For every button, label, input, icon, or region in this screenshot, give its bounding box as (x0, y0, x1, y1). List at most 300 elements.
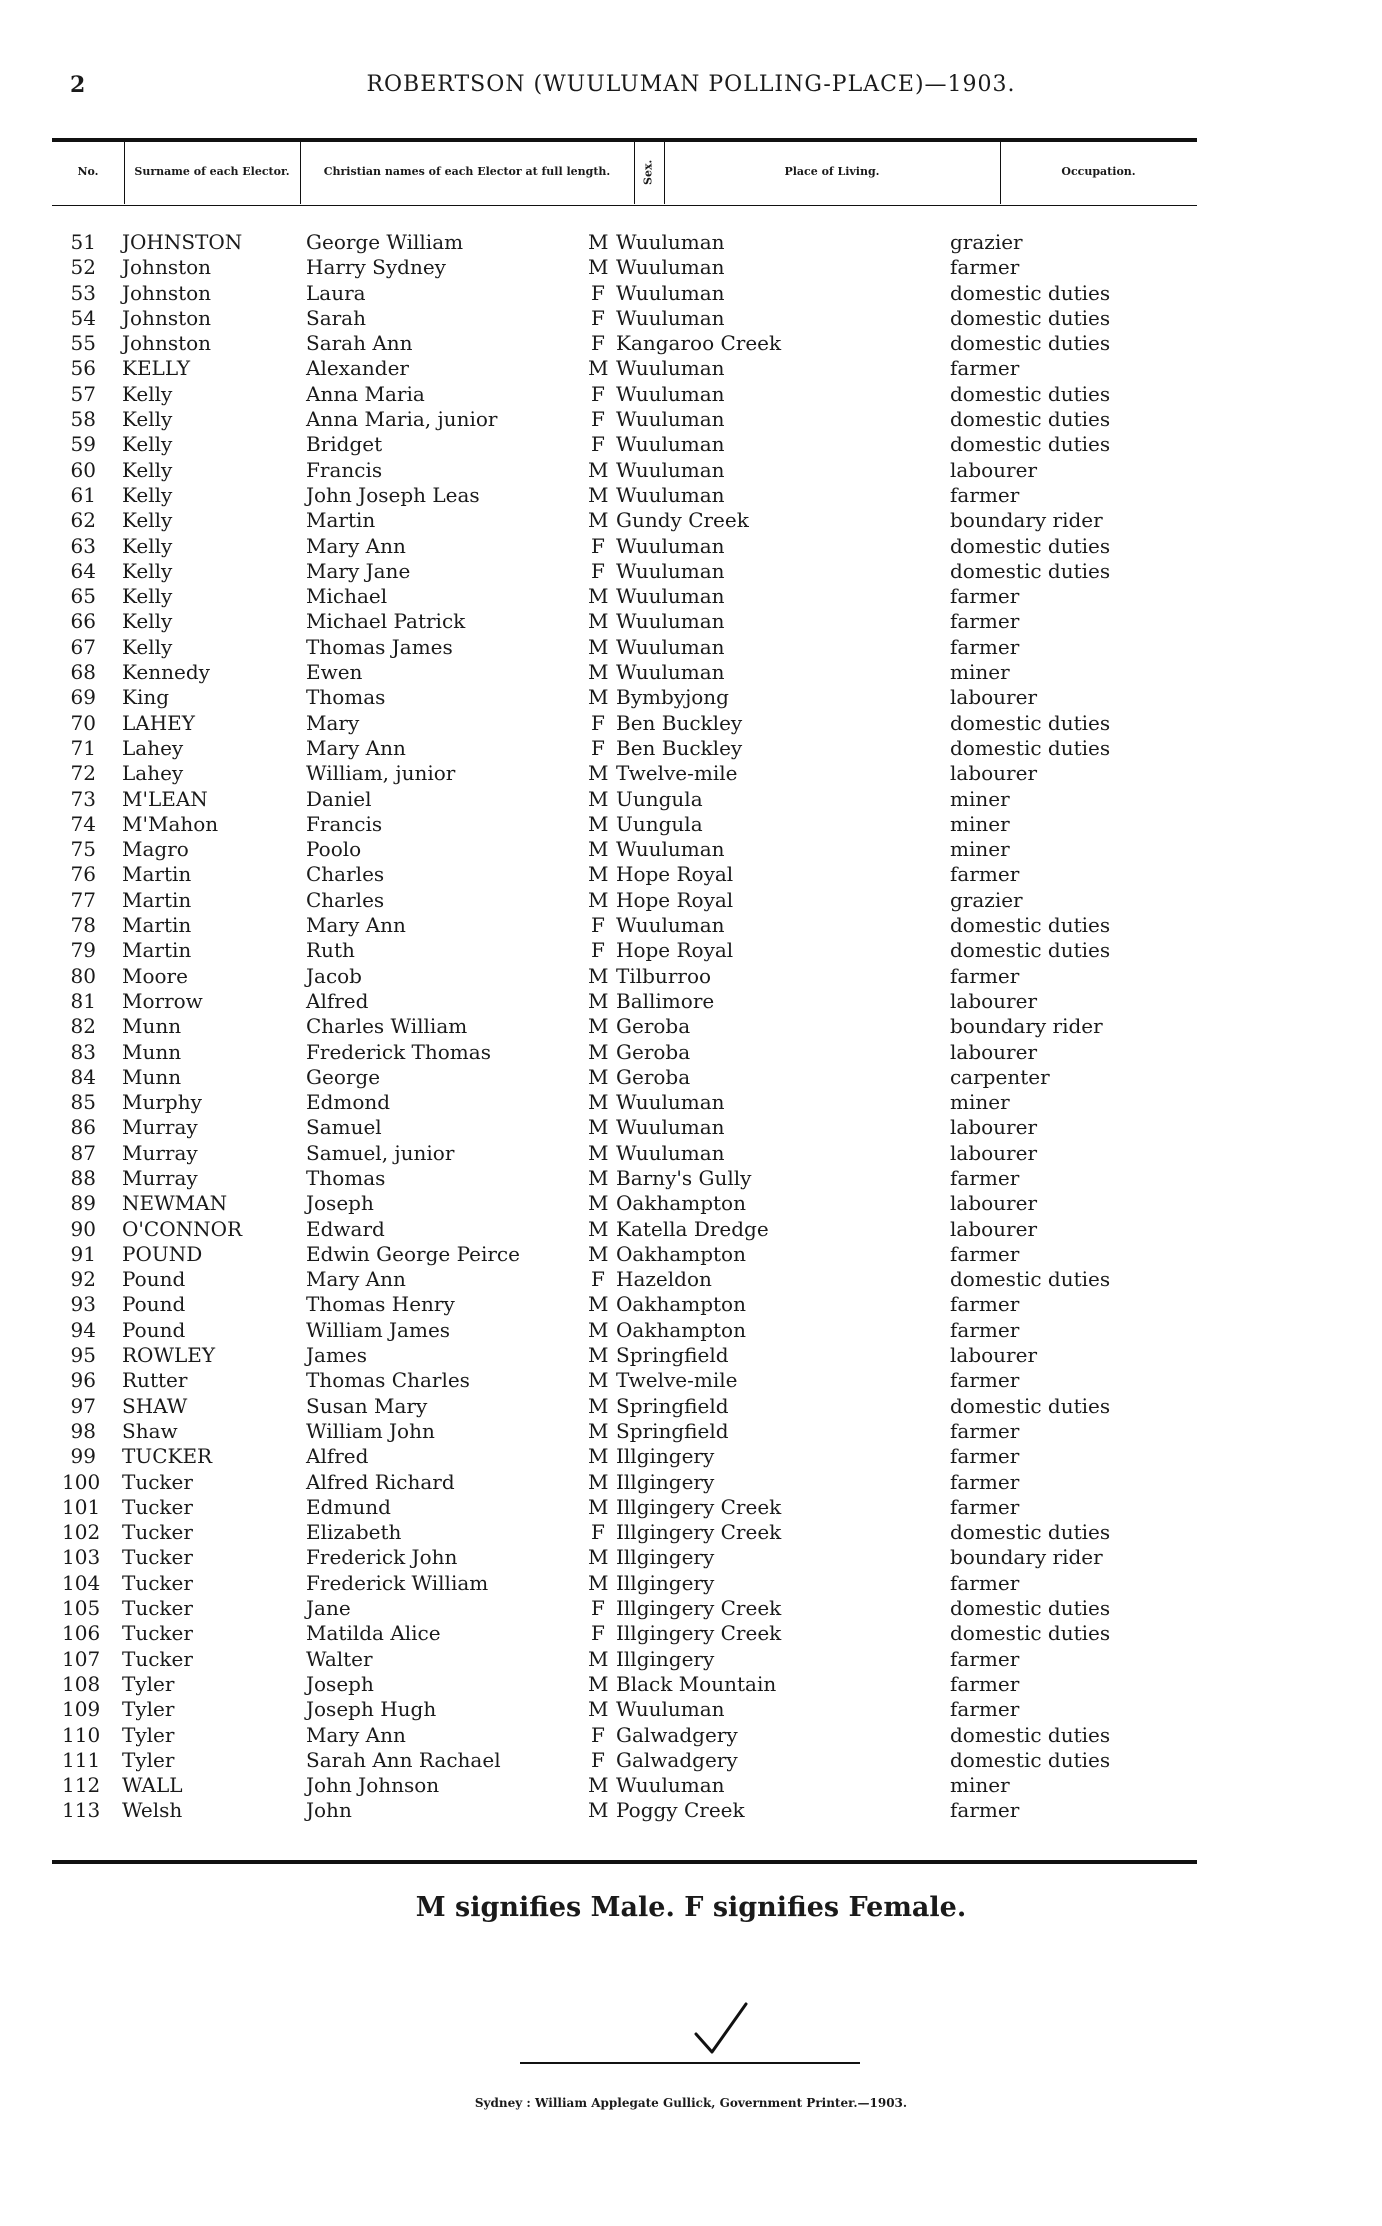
check-mark-icon (690, 2000, 750, 2060)
row-sex: M (588, 1671, 609, 1696)
row-occupation: farmer (950, 1494, 1020, 1519)
row-sex: M (588, 634, 609, 659)
row-number: 76 (70, 862, 96, 887)
row-christian-names: Francis (306, 811, 383, 836)
row-sex: M (588, 457, 609, 482)
row-number: 78 (70, 913, 96, 938)
table-row (0, 356, 1382, 381)
row-sex: M (588, 1140, 609, 1165)
row-surname: Tucker (122, 1646, 193, 1671)
row-place-of-living: Galwadgery (616, 1722, 738, 1747)
header-sex: Sex. (641, 159, 655, 185)
row-christian-names: Mary Jane (306, 558, 411, 583)
row-surname: Tucker (122, 1469, 193, 1494)
row-surname: Rutter (122, 1368, 188, 1393)
row-number: 71 (70, 735, 96, 760)
row-christian-names: Walter (306, 1646, 373, 1671)
row-surname: Shaw (122, 1418, 178, 1443)
row-occupation: domestic duties (950, 1722, 1111, 1747)
row-surname: TUCKER (122, 1444, 213, 1469)
row-number: 96 (70, 1368, 96, 1393)
row-place-of-living: Illgingery (616, 1469, 715, 1494)
row-place-of-living: Springfield (616, 1418, 729, 1443)
row-occupation: farmer (950, 1444, 1020, 1469)
row-christian-names: Jane (306, 1596, 351, 1621)
row-occupation: miner (950, 1090, 1010, 1115)
header-bottom-rule (52, 205, 1197, 206)
row-sex: F (591, 735, 605, 760)
row-surname: Johnston (122, 305, 212, 330)
row-occupation: domestic duties (950, 407, 1111, 432)
row-occupation: miner (950, 1773, 1010, 1798)
table-row (0, 635, 1382, 660)
row-surname: Murray (122, 1140, 198, 1165)
table-row (0, 584, 1382, 609)
row-sex: M (588, 609, 609, 634)
table-row (0, 1065, 1382, 1090)
row-number: 92 (70, 1267, 96, 1292)
row-surname: Johnston (122, 255, 212, 280)
row-sex: M (588, 963, 609, 988)
row-place-of-living: Kangaroo Creek (616, 331, 782, 356)
row-place-of-living: Wuuluman (616, 432, 725, 457)
table-row (0, 483, 1382, 508)
row-sex: F (591, 1747, 605, 1772)
row-place-of-living: Oakhampton (616, 1241, 746, 1266)
row-sex: F (591, 710, 605, 735)
row-christian-names: James (306, 1343, 368, 1368)
row-sex: M (588, 1064, 609, 1089)
row-christian-names: Thomas Henry (306, 1292, 455, 1317)
row-number: 88 (70, 1165, 96, 1190)
row-surname: Murray (122, 1165, 198, 1190)
row-number: 108 (62, 1671, 101, 1696)
table-row (0, 1621, 1382, 1646)
table-row (0, 1242, 1382, 1267)
row-christian-names: Edwin George Peirce (306, 1241, 520, 1266)
row-sex: M (588, 660, 609, 685)
table-row (0, 1419, 1382, 1444)
row-surname: Munn (122, 1039, 182, 1064)
row-christian-names: Frederick Thomas (306, 1039, 491, 1064)
row-place-of-living: Hope Royal (616, 887, 734, 912)
table-row (0, 306, 1382, 331)
row-surname: Tucker (122, 1570, 193, 1595)
row-number: 99 (70, 1444, 96, 1469)
row-place-of-living: Gundy Creek (616, 508, 749, 533)
row-place-of-living: Illgingery Creek (616, 1494, 782, 1519)
row-christian-names: Frederick John (306, 1545, 458, 1570)
row-place-of-living: Black Mountain (616, 1671, 777, 1696)
table-row (0, 1545, 1382, 1570)
row-sex: M (588, 356, 609, 381)
table-header (52, 140, 1197, 204)
row-surname: Martin (122, 887, 192, 912)
table-row (0, 837, 1382, 862)
header-occupation: Occupation. (1061, 164, 1136, 178)
row-place-of-living: Hope Royal (616, 938, 734, 963)
row-sex: M (588, 1646, 609, 1671)
table-row (0, 1470, 1382, 1495)
row-christian-names: Charles (306, 887, 385, 912)
row-christian-names: Susan Mary (306, 1393, 428, 1418)
row-place-of-living: Galwadgery (616, 1747, 738, 1772)
table-row (0, 1495, 1382, 1520)
row-place-of-living: Oakhampton (616, 1317, 746, 1342)
row-surname: Martin (122, 913, 192, 938)
row-christian-names: Samuel, junior (306, 1140, 455, 1165)
row-surname: KELLY (122, 356, 191, 381)
row-number: 56 (70, 356, 96, 381)
row-occupation: boundary rider (950, 1014, 1103, 1039)
row-number: 93 (70, 1292, 96, 1317)
row-number: 105 (62, 1596, 101, 1621)
row-surname: Lahey (122, 761, 184, 786)
row-surname: Kelly (122, 558, 173, 583)
row-christian-names: Michael (306, 584, 388, 609)
table-row (0, 230, 1382, 255)
row-christian-names: Mary (306, 710, 360, 735)
table-row (0, 1318, 1382, 1343)
row-place-of-living: Ben Buckley (616, 710, 743, 735)
row-place-of-living: Uungula (616, 786, 703, 811)
row-number: 62 (70, 508, 96, 533)
row-sex: F (591, 305, 605, 330)
row-occupation: farmer (950, 634, 1020, 659)
row-surname: Tucker (122, 1545, 193, 1570)
table-row (0, 382, 1382, 407)
row-number: 54 (70, 305, 96, 330)
table-row (0, 1748, 1382, 1773)
row-surname: Kelly (122, 482, 173, 507)
row-surname: Tyler (122, 1671, 175, 1696)
row-number: 100 (62, 1469, 101, 1494)
row-place-of-living: Illgingery (616, 1444, 715, 1469)
row-place-of-living: Hazeldon (616, 1267, 712, 1292)
table-row (0, 281, 1382, 306)
row-occupation: domestic duties (950, 1621, 1111, 1646)
row-christian-names: Martin (306, 508, 376, 533)
table-row (0, 913, 1382, 938)
row-surname: Murray (122, 1115, 198, 1140)
row-occupation: grazier (950, 887, 1023, 912)
row-christian-names: George William (306, 230, 464, 254)
row-christian-names: Michael Patrick (306, 609, 466, 634)
row-christian-names: Thomas (306, 685, 386, 710)
row-number: 101 (62, 1494, 101, 1519)
elector-list (0, 230, 1382, 1824)
row-place-of-living: Wuuluman (616, 558, 725, 583)
row-place-of-living: Wuuluman (616, 230, 725, 254)
row-christian-names: Anna Maria, junior (306, 407, 498, 432)
row-number: 77 (70, 887, 96, 912)
row-occupation: labourer (950, 457, 1038, 482)
row-christian-names: Ewen (306, 660, 363, 685)
table-row (0, 938, 1382, 963)
row-occupation: farmer (950, 609, 1020, 634)
row-christian-names: Edward (306, 1216, 385, 1241)
row-sex: M (588, 685, 609, 710)
row-number: 81 (70, 988, 96, 1013)
row-surname: Kelly (122, 407, 173, 432)
row-christian-names: George (306, 1064, 381, 1089)
row-occupation: farmer (950, 1697, 1020, 1722)
row-place-of-living: Wuuluman (616, 609, 725, 634)
row-place-of-living: Poggy Creek (616, 1798, 745, 1823)
table-row (0, 812, 1382, 837)
table-row (0, 1394, 1382, 1419)
table-row (0, 1672, 1382, 1697)
row-number: 90 (70, 1216, 96, 1241)
row-sex: F (591, 558, 605, 583)
row-number: 59 (70, 432, 96, 457)
table-row (0, 1292, 1382, 1317)
row-christian-names: Mary Ann (306, 533, 406, 558)
header-place: Place of Living. (664, 140, 1001, 204)
row-sex: F (591, 407, 605, 432)
row-number: 113 (62, 1798, 101, 1823)
row-sex: M (588, 1216, 609, 1241)
row-number: 65 (70, 584, 96, 609)
row-place-of-living: Illgingery (616, 1570, 715, 1595)
table-row (0, 862, 1382, 887)
row-place-of-living: Wuuluman (616, 1773, 725, 1798)
row-place-of-living: Wuuluman (616, 533, 725, 558)
table-row (0, 888, 1382, 913)
row-christian-names: Mary Ann (306, 1722, 406, 1747)
row-christian-names: Edmond (306, 1090, 391, 1115)
row-occupation: domestic duties (950, 1267, 1111, 1292)
row-surname: Tucker (122, 1520, 193, 1545)
row-number: 98 (70, 1418, 96, 1443)
row-number: 73 (70, 786, 96, 811)
row-occupation: domestic duties (950, 331, 1111, 356)
row-occupation: labourer (950, 1343, 1038, 1368)
row-christian-names: Jacob (306, 963, 362, 988)
table-row (0, 1368, 1382, 1393)
table-row (0, 1191, 1382, 1216)
row-number: 75 (70, 837, 96, 862)
row-sex: M (588, 837, 609, 862)
table-row (0, 508, 1382, 533)
row-christian-names: William, junior (306, 761, 456, 786)
row-surname: POUND (122, 1241, 203, 1266)
row-christian-names: Laura (306, 280, 366, 305)
row-occupation: farmer (950, 1241, 1020, 1266)
row-surname: Tucker (122, 1494, 193, 1519)
table-row (0, 1444, 1382, 1469)
table-row (0, 787, 1382, 812)
row-sex: M (588, 1241, 609, 1266)
row-surname: Martin (122, 938, 192, 963)
row-surname: Kelly (122, 381, 173, 406)
row-occupation: domestic duties (950, 280, 1111, 305)
row-place-of-living: Wuuluman (616, 1115, 725, 1140)
row-occupation: farmer (950, 862, 1020, 887)
row-sex: M (588, 508, 609, 533)
row-sex: F (591, 938, 605, 963)
table-row (0, 1773, 1382, 1798)
row-surname: M'Mahon (122, 811, 219, 836)
row-place-of-living: Wuuluman (616, 407, 725, 432)
row-surname: Kelly (122, 634, 173, 659)
row-occupation: boundary rider (950, 508, 1103, 533)
row-number: 61 (70, 482, 96, 507)
header-surname: Surname of each Elector. (124, 140, 301, 204)
row-place-of-living: Oakhampton (616, 1292, 746, 1317)
row-place-of-living: Wuuluman (616, 381, 725, 406)
row-place-of-living: Illgingery Creek (616, 1520, 782, 1545)
row-surname: Pound (122, 1292, 186, 1317)
row-sex: F (591, 1520, 605, 1545)
row-surname: Kennedy (122, 660, 210, 685)
row-place-of-living: Geroba (616, 1014, 691, 1039)
row-sex: F (591, 381, 605, 406)
row-number: 57 (70, 381, 96, 406)
table-row (0, 1115, 1382, 1140)
row-number: 112 (62, 1773, 101, 1798)
row-christian-names: Charles (306, 862, 385, 887)
row-occupation: miner (950, 660, 1010, 685)
row-number: 85 (70, 1090, 96, 1115)
row-sex: F (591, 533, 605, 558)
row-surname: Pound (122, 1317, 186, 1342)
row-occupation: domestic duties (950, 1520, 1111, 1545)
row-number: 102 (62, 1520, 101, 1545)
row-occupation: domestic duties (950, 913, 1111, 938)
table-row (0, 1166, 1382, 1191)
row-christian-names: Frederick William (306, 1570, 489, 1595)
row-christian-names: Sarah Ann (306, 331, 413, 356)
row-surname: King (122, 685, 170, 710)
row-occupation: farmer (950, 1570, 1020, 1595)
row-christian-names: Alexander (306, 356, 409, 381)
page-title: ROBERTSON (WUULUMAN POLLING-PLACE)—1903. (366, 72, 1016, 97)
row-occupation: domestic duties (950, 381, 1111, 406)
row-occupation: farmer (950, 482, 1020, 507)
table-row (0, 1217, 1382, 1242)
row-occupation: domestic duties (950, 533, 1111, 558)
row-occupation: labourer (950, 1140, 1038, 1165)
table-row (0, 609, 1382, 634)
row-christian-names: Francis (306, 457, 383, 482)
row-surname: Kelly (122, 533, 173, 558)
row-occupation: labourer (950, 1191, 1038, 1216)
row-sex: M (588, 862, 609, 887)
row-place-of-living: Katella Dredge (616, 1216, 769, 1241)
header-sex-cell (634, 140, 665, 204)
sex-footnote: M signifies Male. F signifies Female. (415, 1892, 967, 1923)
row-place-of-living: Wuuluman (616, 305, 725, 330)
row-place-of-living: Wuuluman (616, 356, 725, 381)
row-number: 69 (70, 685, 96, 710)
row-occupation: labourer (950, 1216, 1038, 1241)
row-surname: M'LEAN (122, 786, 208, 811)
printer-imprint: Sydney : William Applegate Gullick, Government Printer.—1903. (474, 2096, 908, 2110)
row-sex: M (588, 1469, 609, 1494)
row-place-of-living: Wuuluman (616, 280, 725, 305)
row-surname: LAHEY (122, 710, 195, 735)
row-christian-names: Sarah Ann Rachael (306, 1747, 501, 1772)
row-sex: F (591, 1596, 605, 1621)
row-christian-names: Matilda Alice (306, 1621, 441, 1646)
table-row (0, 432, 1382, 457)
row-surname: Kelly (122, 508, 173, 533)
row-place-of-living: Wuuluman (616, 255, 725, 280)
row-number: 110 (62, 1722, 101, 1747)
row-number: 58 (70, 407, 96, 432)
row-place-of-living: Wuuluman (616, 837, 725, 862)
table-row (0, 1141, 1382, 1166)
row-occupation: domestic duties (950, 305, 1111, 330)
row-surname: Morrow (122, 988, 203, 1013)
table-row (0, 407, 1382, 432)
row-place-of-living: Illgingery Creek (616, 1596, 782, 1621)
table-row (0, 989, 1382, 1014)
row-surname: O'CONNOR (122, 1216, 243, 1241)
row-occupation: farmer (950, 1292, 1020, 1317)
row-occupation: boundary rider (950, 1545, 1103, 1570)
row-sex: M (588, 1494, 609, 1519)
row-christian-names: Joseph (306, 1191, 374, 1216)
row-surname: Tucker (122, 1596, 193, 1621)
row-christian-names: John Joseph Leas (306, 482, 480, 507)
row-sex: M (588, 1292, 609, 1317)
row-occupation: labourer (950, 761, 1038, 786)
row-christian-names: Joseph (306, 1671, 374, 1696)
row-christian-names: Ruth (306, 938, 355, 963)
row-place-of-living: Hope Royal (616, 862, 734, 887)
row-number: 103 (62, 1545, 101, 1570)
row-surname: Welsh (122, 1798, 183, 1823)
row-occupation: farmer (950, 1798, 1020, 1823)
row-place-of-living: Bymbyjong (616, 685, 729, 710)
row-place-of-living: Springfield (616, 1343, 729, 1368)
row-surname: Johnston (122, 280, 212, 305)
row-christian-names: Elizabeth (306, 1520, 402, 1545)
row-occupation: farmer (950, 1671, 1020, 1696)
row-occupation: labourer (950, 1115, 1038, 1140)
row-occupation: farmer (950, 584, 1020, 609)
table-row (0, 736, 1382, 761)
row-occupation: miner (950, 811, 1010, 836)
row-number: 55 (70, 331, 96, 356)
row-surname: Kelly (122, 584, 173, 609)
row-occupation: farmer (950, 1646, 1020, 1671)
row-surname: Munn (122, 1014, 182, 1039)
table-row (0, 1596, 1382, 1621)
row-christian-names: Alfred (306, 1444, 369, 1469)
row-surname: Tyler (122, 1722, 175, 1747)
row-place-of-living: Wuuluman (616, 1090, 725, 1115)
row-place-of-living: Wuuluman (616, 660, 725, 685)
row-sex: M (588, 1165, 609, 1190)
row-christian-names: Harry Sydney (306, 255, 446, 280)
row-number: 51 (70, 230, 96, 254)
row-place-of-living: Illgingery (616, 1646, 715, 1671)
row-sex: M (588, 1039, 609, 1064)
row-christian-names: Alfred Richard (306, 1469, 455, 1494)
row-occupation: domestic duties (950, 1747, 1111, 1772)
row-sex: M (588, 1090, 609, 1115)
row-sex: M (588, 230, 609, 254)
row-sex: M (588, 811, 609, 836)
row-sex: M (588, 887, 609, 912)
table-row (0, 255, 1382, 280)
row-sex: M (588, 1798, 609, 1823)
row-surname: Johnston (122, 331, 212, 356)
row-christian-names: Thomas Charles (306, 1368, 470, 1393)
